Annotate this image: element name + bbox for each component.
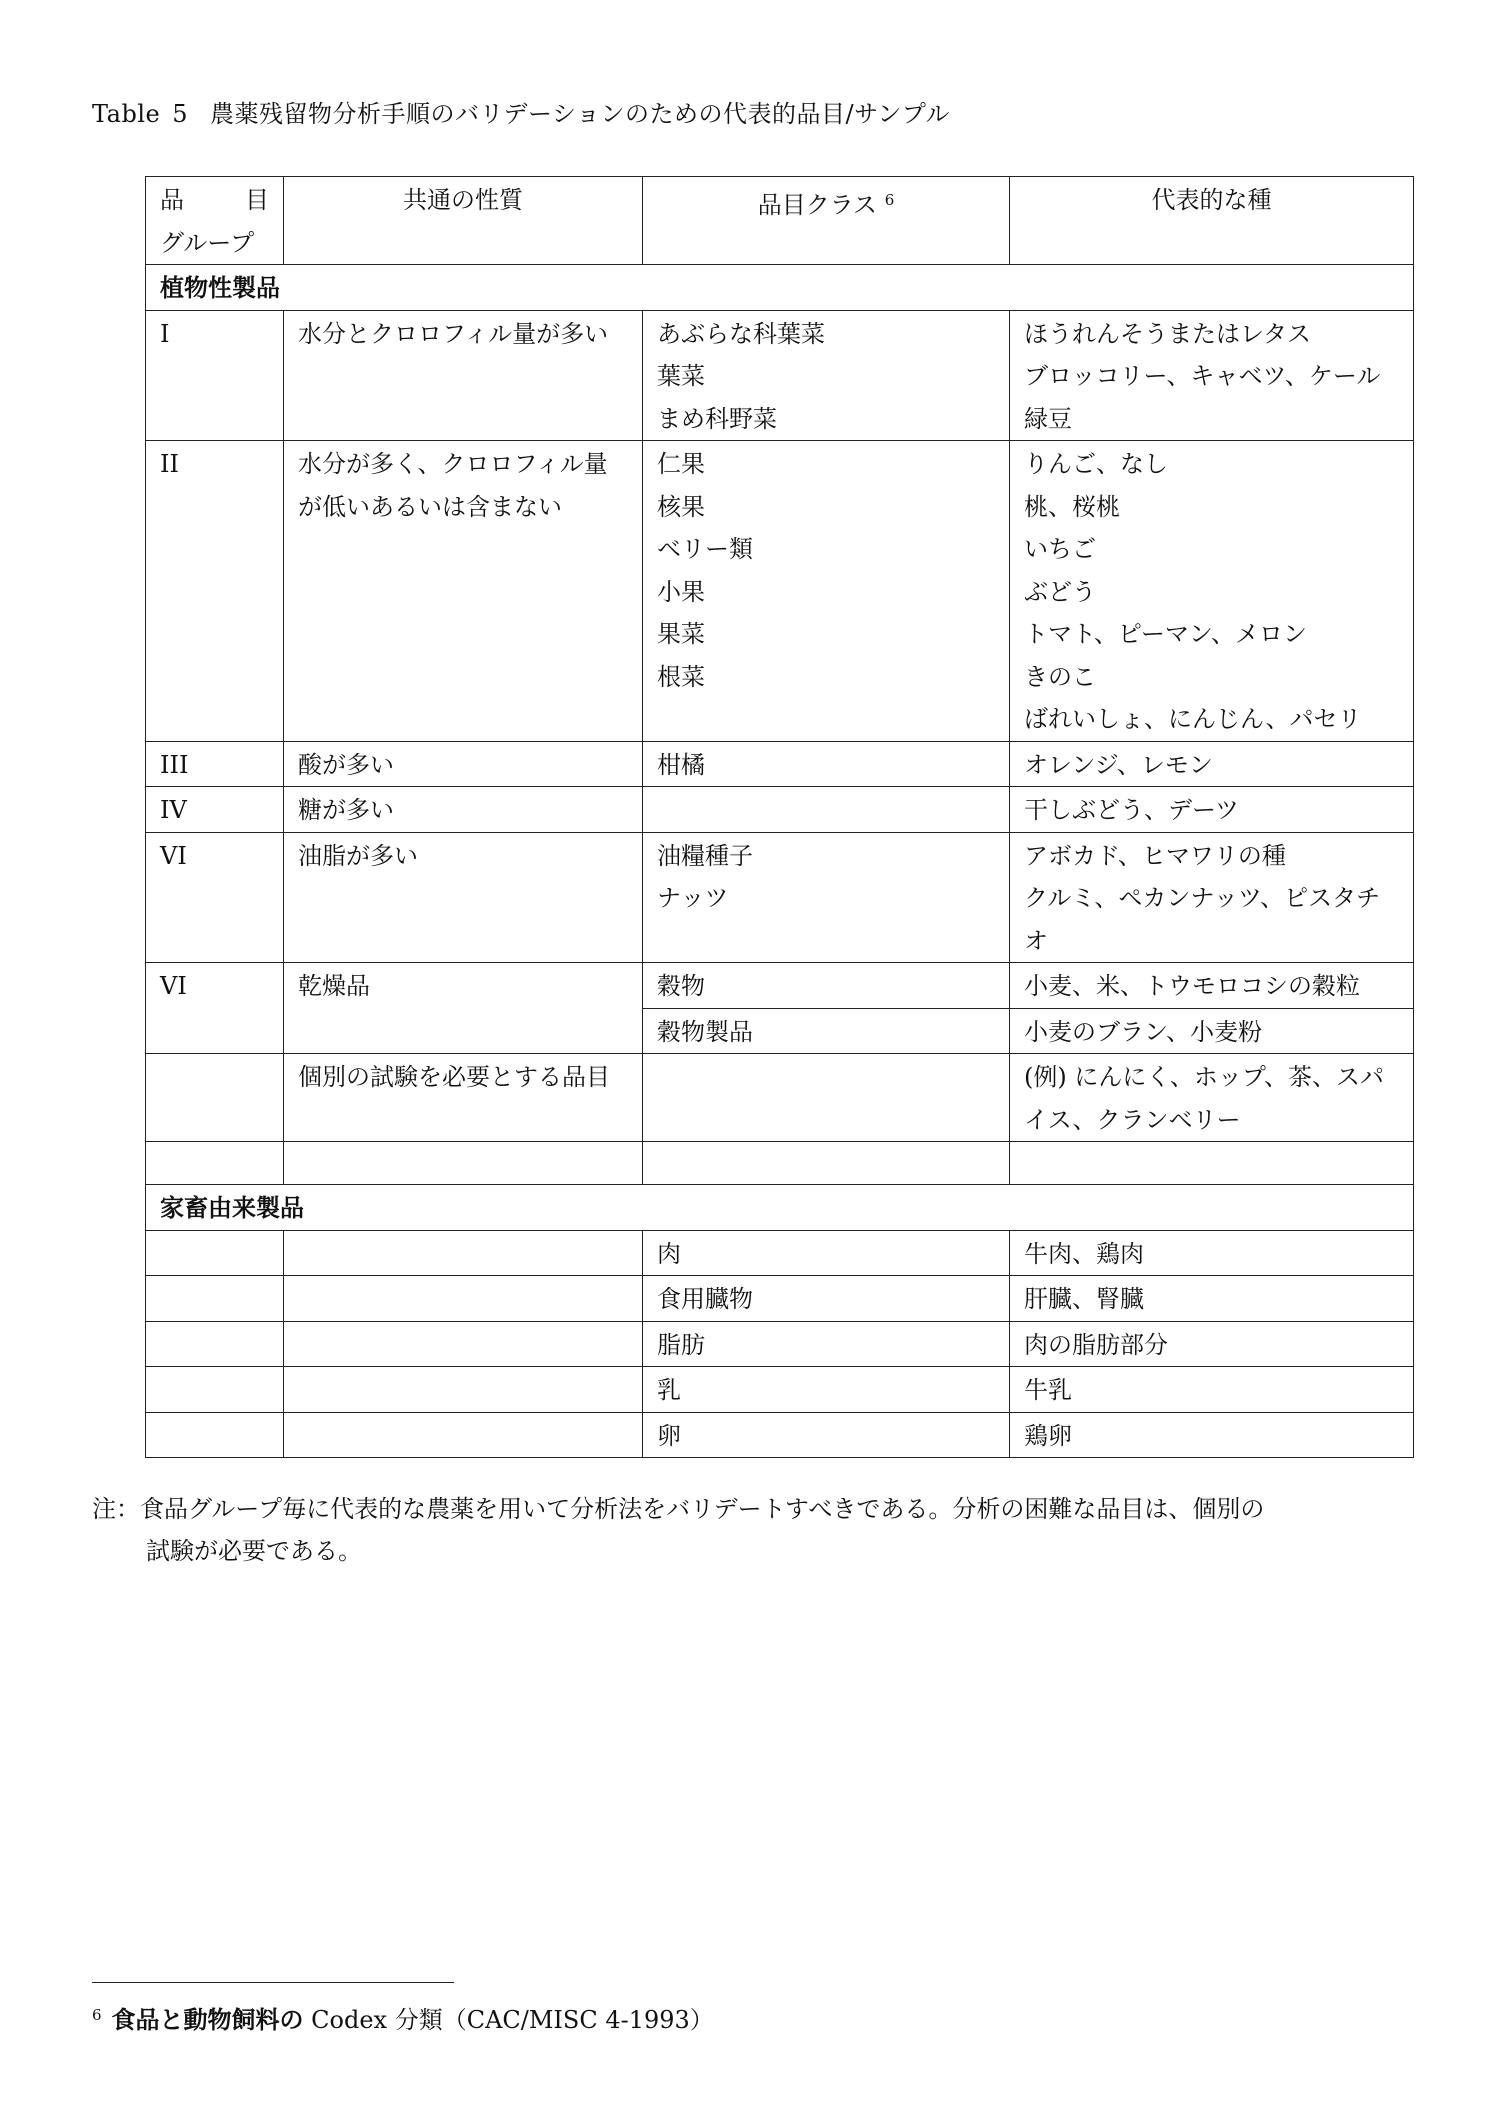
cell-class: あぶらな科葉菜 葉菜 まめ科野菜	[643, 310, 1010, 441]
header-class	[643, 177, 1010, 265]
cell-property: 糖が多い	[284, 787, 643, 833]
cell-property: 油脂が多い	[284, 832, 643, 963]
table-row	[146, 963, 1414, 1009]
cell-class: 食用臓物	[643, 1276, 1010, 1322]
cell-property	[284, 1367, 643, 1413]
table-note	[92, 1488, 1422, 1572]
table-row	[146, 1321, 1414, 1367]
cell-group: III	[146, 741, 284, 787]
cell-empty	[1010, 1142, 1414, 1185]
cell-class: 穀物	[643, 963, 1010, 1009]
footnote-bold-text: 食品と動物飼料の	[111, 2006, 304, 2034]
cell-species: 牛乳	[1010, 1367, 1414, 1413]
cell-species: ほうれんそうまたはレタス ブロッコリー、キャベツ、ケール 緑豆	[1010, 310, 1414, 441]
section-animal-label: 家畜由来製品	[146, 1185, 1414, 1231]
cell-species: りんご、なし 桃、桜桃 いちご ぶどう トマト、ピーマン、メロン きのこ ばれいしょ、にんじん、パセリ	[1010, 441, 1414, 742]
footnote-separator	[92, 1982, 454, 1983]
cell-class: 卵	[643, 1412, 1010, 1458]
cell-class: 穀物製品	[643, 1008, 1010, 1054]
table-row	[146, 832, 1414, 963]
note-line1: 食品グループ毎に代表的な農薬を用いて分析法をバリデートすべきである。分析の困難な品目は、個別の	[140, 1495, 1265, 1523]
cell-species: 小麦のブラン、小麦粉	[1010, 1008, 1414, 1054]
note-prefix: 注：	[92, 1495, 140, 1523]
header-species: 代表的な種	[1010, 177, 1414, 265]
cell-group: VI	[146, 963, 284, 1054]
cell-class	[643, 787, 1010, 833]
cell-group	[146, 1367, 284, 1413]
header-class-footnote-ref: 6	[884, 191, 895, 209]
header-property: 共通の性質	[284, 177, 643, 265]
cell-group	[146, 1054, 284, 1142]
cell-class: 乳	[643, 1367, 1010, 1413]
cell-species: 牛肉、鶏肉	[1010, 1230, 1414, 1276]
cell-species: 肉の脂肪部分	[1010, 1321, 1414, 1367]
cell-property: 個別の試験を必要とする品目	[284, 1054, 643, 1142]
table-row	[146, 1367, 1414, 1413]
cell-property	[284, 1412, 643, 1458]
table-row	[146, 787, 1414, 833]
footnote-mark: 6	[92, 2006, 102, 2024]
cell-group	[146, 1276, 284, 1322]
footnote-text: Codex 分類（CAC/MISC 4-1993）	[303, 2006, 714, 2034]
cell-group	[146, 1230, 284, 1276]
table-row	[146, 310, 1414, 441]
cell-empty	[146, 1142, 284, 1185]
cell-property	[284, 1276, 643, 1322]
header-group-left: 品	[160, 186, 184, 214]
section-row-animal	[146, 1185, 1414, 1231]
header-group	[146, 177, 284, 265]
section-plant-label: 植物性製品	[146, 265, 1414, 311]
cell-empty	[643, 1142, 1010, 1185]
cell-group: I	[146, 310, 284, 441]
cell-group	[146, 1412, 284, 1458]
table-row	[146, 1276, 1414, 1322]
header-group-line2: グループ	[160, 228, 255, 257]
cell-group	[146, 1321, 284, 1367]
table-row-empty	[146, 1142, 1414, 1185]
cell-species: 肝臓、腎臓	[1010, 1276, 1414, 1322]
header-group-right: 目	[245, 186, 269, 214]
table-label: Table	[92, 100, 161, 128]
cell-class: 油糧種子 ナッツ	[643, 832, 1010, 963]
table-row	[146, 1230, 1414, 1276]
cell-species: (例) にんにく、ホップ、茶、スパイス、クランベリー	[1010, 1054, 1414, 1142]
header-class-label: 品目クラス	[757, 191, 878, 219]
section-row-plant	[146, 265, 1414, 311]
cell-group: II	[146, 441, 284, 742]
table-row	[146, 441, 1414, 742]
cell-class: 脂肪	[643, 1321, 1010, 1367]
cell-property: 水分とクロロフィル量が多い	[284, 310, 643, 441]
cell-property	[284, 1230, 643, 1276]
cell-group: VI	[146, 832, 284, 963]
table-row	[146, 741, 1414, 787]
cell-class: 肉	[643, 1230, 1010, 1276]
cell-class: 仁果 核果 ベリー類 小果 果菜 根菜	[643, 441, 1010, 742]
table-row	[146, 1412, 1414, 1458]
header-row	[146, 177, 1414, 265]
table-row	[146, 1054, 1414, 1142]
table-number: 5	[172, 100, 188, 128]
cell-property: 乾燥品	[284, 963, 643, 1054]
representative-commodities-table	[145, 176, 1414, 1458]
cell-species: アボカド、ヒマワリの種 クルミ、ペカンナッツ、ピスタチオ	[1010, 832, 1414, 963]
table-title	[92, 94, 950, 129]
cell-species: 干しぶどう、デーツ	[1010, 787, 1414, 833]
cell-property: 水分が多く、クロロフィル量が低いあるいは含まない	[284, 441, 643, 742]
cell-class: 柑橘	[643, 741, 1010, 787]
table-caption: 農薬残留物分析手順のバリデーションのための代表的品目/サンプル	[209, 100, 950, 128]
footnote	[92, 2000, 714, 2035]
cell-property	[284, 1321, 643, 1367]
cell-species: オレンジ、レモン	[1010, 741, 1414, 787]
cell-species: 鶏卵	[1010, 1412, 1414, 1458]
cell-species: 小麦、米、トウモロコシの穀粒	[1010, 963, 1414, 1009]
note-line2: 試験が必要である。	[146, 1537, 362, 1565]
cell-empty	[284, 1142, 643, 1185]
cell-property: 酸が多い	[284, 741, 643, 787]
cell-group: IV	[146, 787, 284, 833]
cell-class	[643, 1054, 1010, 1142]
